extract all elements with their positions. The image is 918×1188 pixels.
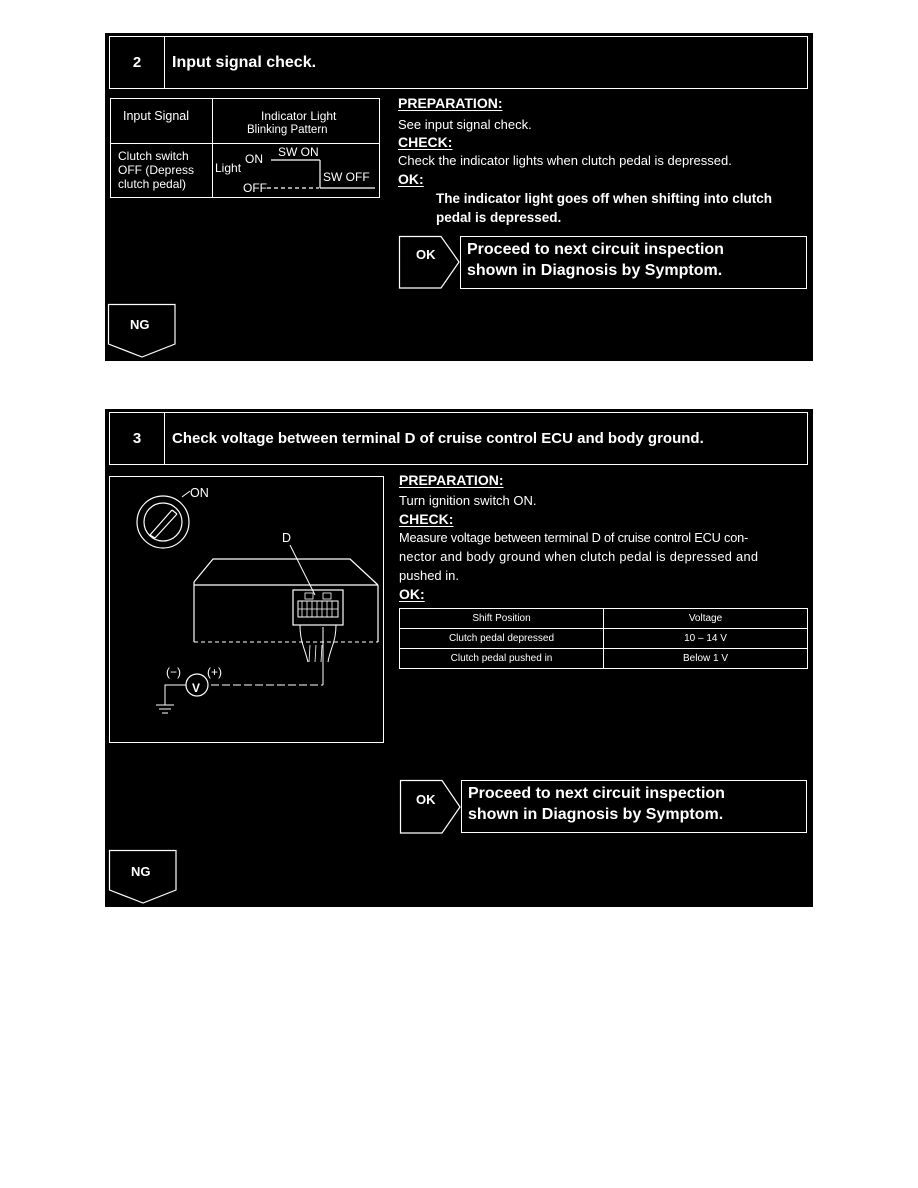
ok-badge-text: OK: [416, 247, 436, 262]
light-label: Light: [215, 161, 242, 175]
col-pattern-header-line1: Indicator Light: [261, 109, 337, 123]
ok-badge-text: OK: [416, 792, 436, 807]
table-cell: Below 1 V: [604, 649, 808, 669]
ok-label: OK:: [398, 171, 424, 187]
wiring-diagram: [109, 476, 384, 743]
voltage-spec-table: [399, 608, 808, 669]
sw-off-label: SW OFF: [323, 170, 370, 184]
ng-badge-text: NG: [130, 317, 150, 332]
preparation-text: See input signal check.: [398, 117, 532, 132]
step-title: Check voltage between terminal D of cruise control ECU and body ground.: [172, 430, 704, 447]
table-header-cell: Shift Position: [400, 609, 604, 629]
row-label-line3: clutch pedal): [118, 177, 187, 191]
connector-icon: [293, 590, 343, 625]
check-label: CHECK:: [398, 134, 453, 150]
proceed-box[interactable]: [461, 780, 807, 833]
ok-text-line1: The indicator light goes off when shifting into clutch: [436, 191, 772, 206]
sw-on-label: SW ON: [278, 145, 319, 159]
negative-probe-label: (−): [166, 665, 181, 679]
step-header: [109, 412, 808, 465]
table-row: [400, 649, 808, 669]
table-cell: Clutch pedal pushed in: [400, 649, 604, 669]
ok-label: OK:: [399, 586, 425, 602]
positive-probe-label: (+): [207, 665, 222, 679]
ok-text-line2: pedal is depressed.: [436, 210, 562, 225]
ignition-key-icon: [137, 491, 190, 548]
ng-badge-text: NG: [131, 864, 151, 879]
proceed-line2: shown in Diagnosis by Symptom.: [468, 806, 724, 823]
step-3-panel: [105, 409, 813, 907]
preparation-label: PREPARATION:: [399, 472, 504, 488]
proceed-line2: shown in Diagnosis by Symptom.: [467, 262, 723, 279]
on-label: ON: [245, 152, 263, 166]
row-label-line1: Clutch switch: [118, 149, 189, 163]
off-label: OFF: [243, 181, 267, 195]
check-text: Check the indicator lights when clutch pedal is depressed.: [398, 153, 732, 168]
row-label-line2: OFF (Depress: [118, 163, 195, 177]
preparation-text: Turn ignition switch ON.: [399, 493, 537, 508]
col-pattern-header-line2: Blinking Pattern: [247, 124, 328, 136]
voltmeter-label: V: [192, 681, 201, 695]
proceed-box[interactable]: [460, 236, 807, 289]
ok-arrow-badge[interactable]: [399, 236, 461, 289]
check-label: CHECK:: [399, 511, 454, 527]
step-header: [109, 36, 808, 89]
voltmeter-icon: [186, 674, 208, 696]
table-cell: Clutch pedal depressed: [400, 629, 604, 649]
blinking-pattern-graph: [111, 99, 381, 199]
check-line1: Measure voltage between terminal D of cruise control ECU con-: [399, 530, 749, 545]
step-number: 3: [110, 413, 165, 464]
step-title: Input signal check.: [172, 53, 317, 71]
table-header-cell: Voltage: [604, 609, 808, 629]
preparation-label: PREPARATION:: [398, 95, 503, 111]
ignition-on-label: ON: [190, 486, 209, 500]
input-signal-table: [110, 98, 380, 198]
proceed-line1: Proceed to next circuit inspection: [467, 241, 724, 258]
ok-arrow-badge[interactable]: [400, 780, 462, 834]
check-line2: nector and body ground when clutch pedal is depressed and: [399, 549, 759, 564]
table-row: [400, 629, 808, 649]
ecu-box-icon: [194, 559, 378, 642]
table-cell: 10 – 14 V: [604, 629, 808, 649]
check-line3: pushed in.: [399, 568, 459, 583]
col-input-signal-header: Input Signal: [123, 109, 190, 123]
terminal-d-label: D: [282, 531, 292, 545]
proceed-line1: Proceed to next circuit inspection: [468, 785, 725, 802]
step-2-panel: [105, 33, 813, 361]
ecu-diagram-drawing: [110, 477, 385, 744]
step-number: 2: [110, 37, 165, 88]
table-header-row: [400, 609, 808, 629]
